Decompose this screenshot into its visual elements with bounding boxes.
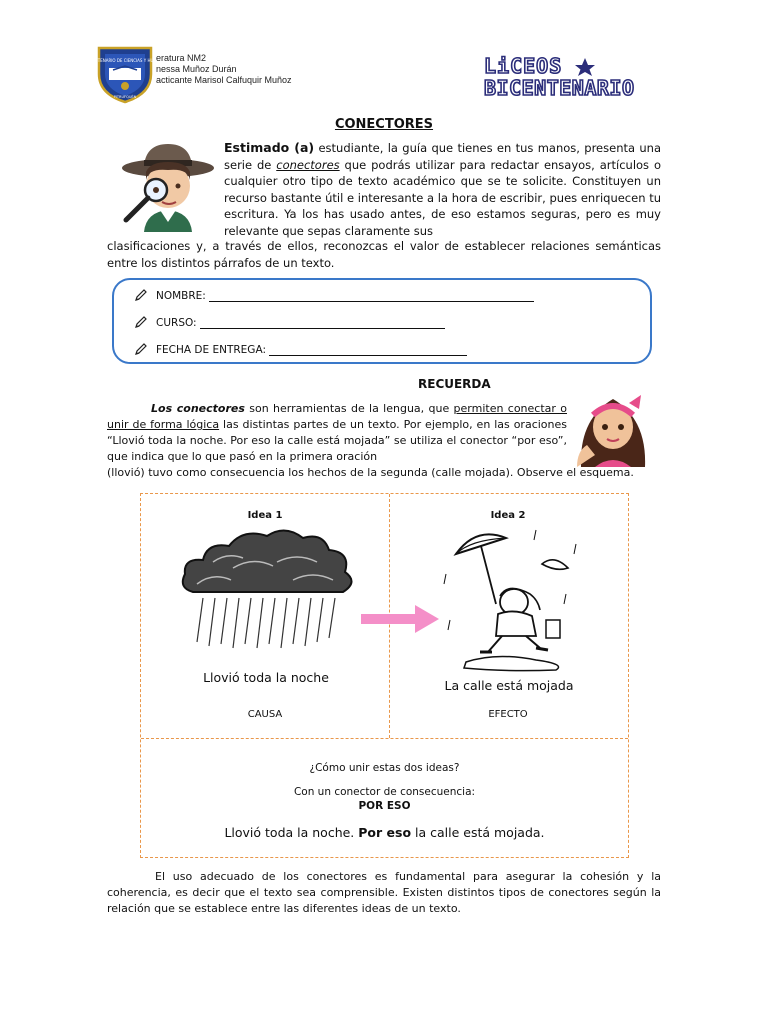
course-field[interactable] [200,318,445,329]
scheme-horizontal-divider [141,738,628,739]
right-arrow-icon [359,604,441,634]
cause-tag: CAUSA [247,709,283,720]
recall-paragraph [107,401,567,465]
intro-lead: Estimado (a) [224,140,315,155]
idea1-text: Llovió toda la noche [203,670,329,685]
intro-text-1: estudiante, la guía que tienes en tus manos, presenta una serie de [224,141,661,172]
name-row [134,288,534,302]
recall-text-1: son herramientas de la lengua, que [244,402,454,415]
idea2-text: La calle está mojada [444,678,574,693]
idea1-label: Idea 1 [247,510,283,521]
girl-with-umbrella-illustration [436,524,586,672]
example-connector: Por eso [358,825,412,840]
school-crest-logo [72,44,178,104]
brand-line2: BICENTENARIO [484,76,635,100]
name-field[interactable] [209,291,534,302]
cause-effect-scheme [140,493,629,858]
intro-text-2: que podrás utilizar para redactar ensayos, artículos o cualquier otro tipo de texto académico que se te solicite. Constituyen un recurso bastante útil e interesante a la hora de escribir, pues enriquecen tu escritura. Ya los has usado antes, de eso estamos seguras, pero es muy relevante que sepas claramente sus [224,157,661,238]
brand-line1: LiCEOS [484,54,563,78]
liceos-bicentenario-logo [482,54,702,98]
header-info [156,53,292,86]
name-label: NOMBRE: [156,290,206,302]
scheme-connector: POR ESO [358,800,411,812]
star-icon [575,58,595,76]
girl-thinking-illustration [571,389,655,467]
header-teacher: nessa Muñoz Durán [156,64,237,74]
intro-paragraph [224,140,661,240]
date-row [134,342,467,356]
course-label: CURSO: [156,317,197,329]
example-part-a: Llovió toda la noche. [224,825,359,840]
intro-paragraph-continued: clasificaciones y, a través de ellos, reconozcas el valor de establecer relaciones semánticas entre los distintos párrafos de un texto. [107,239,661,270]
recall-lead: Los conectores [151,402,245,415]
recall-paragraph-end: (llovió) tuvo como consecuencia los hechos de la segunda (calle mojada). Observe el esquema. [107,466,634,479]
detective-illustration [116,140,216,232]
scheme-example [141,825,628,840]
pencil-icon [134,342,148,356]
pencil-icon [134,315,148,329]
date-label: FECHA DE ENTREGA: [156,344,266,356]
recall-text-2: las distintas partes de un texto. Por ejemplo, en las oraciones “Llovió toda la noche. Por eso la calle está mojada” se utiliza el conector “por eso”, que indica que lo que pasó en la primera oración [107,418,568,463]
recuerda-heading: RECUERDA [418,377,491,391]
closing-paragraph: El uso adecuado de los conectores es fundamental para asegurar la cohesión y la coherencia, es decir que el texto sea comprensible. Existen distintos tipos de conectores según la relación que se establece entre las diferentes ideas de un texto. [107,870,661,915]
student-info-box [112,278,652,364]
crest-bottom-text: PITRUFQUÉN [113,95,137,99]
page-title: CONECTORES [334,117,434,132]
header-practicant: acticante Marisol Calfuquir Muñoz [156,75,292,85]
pencil-icon [134,288,148,302]
course-row [134,315,445,329]
crest-top-text: LICEO BICENTENARIO DE CIENCIAS Y HUMANIDADES [72,58,178,63]
effect-tag: EFECTO [488,709,528,720]
example-part-c: la calle está mojada. [411,825,545,840]
recall-underlined: permiten conectar o unir de forma lógica [107,402,567,431]
scheme-question: ¿Cómo unir estas dos ideas? [309,762,460,774]
scheme-answer-intro: Con un conector de consecuencia: [293,786,476,798]
rain-cloud-illustration [173,522,363,652]
date-field[interactable] [269,345,467,356]
idea2-label: Idea 2 [490,510,526,521]
header-subject: eratura NM2 [156,53,207,63]
intro-keyword: conectores [276,157,340,172]
